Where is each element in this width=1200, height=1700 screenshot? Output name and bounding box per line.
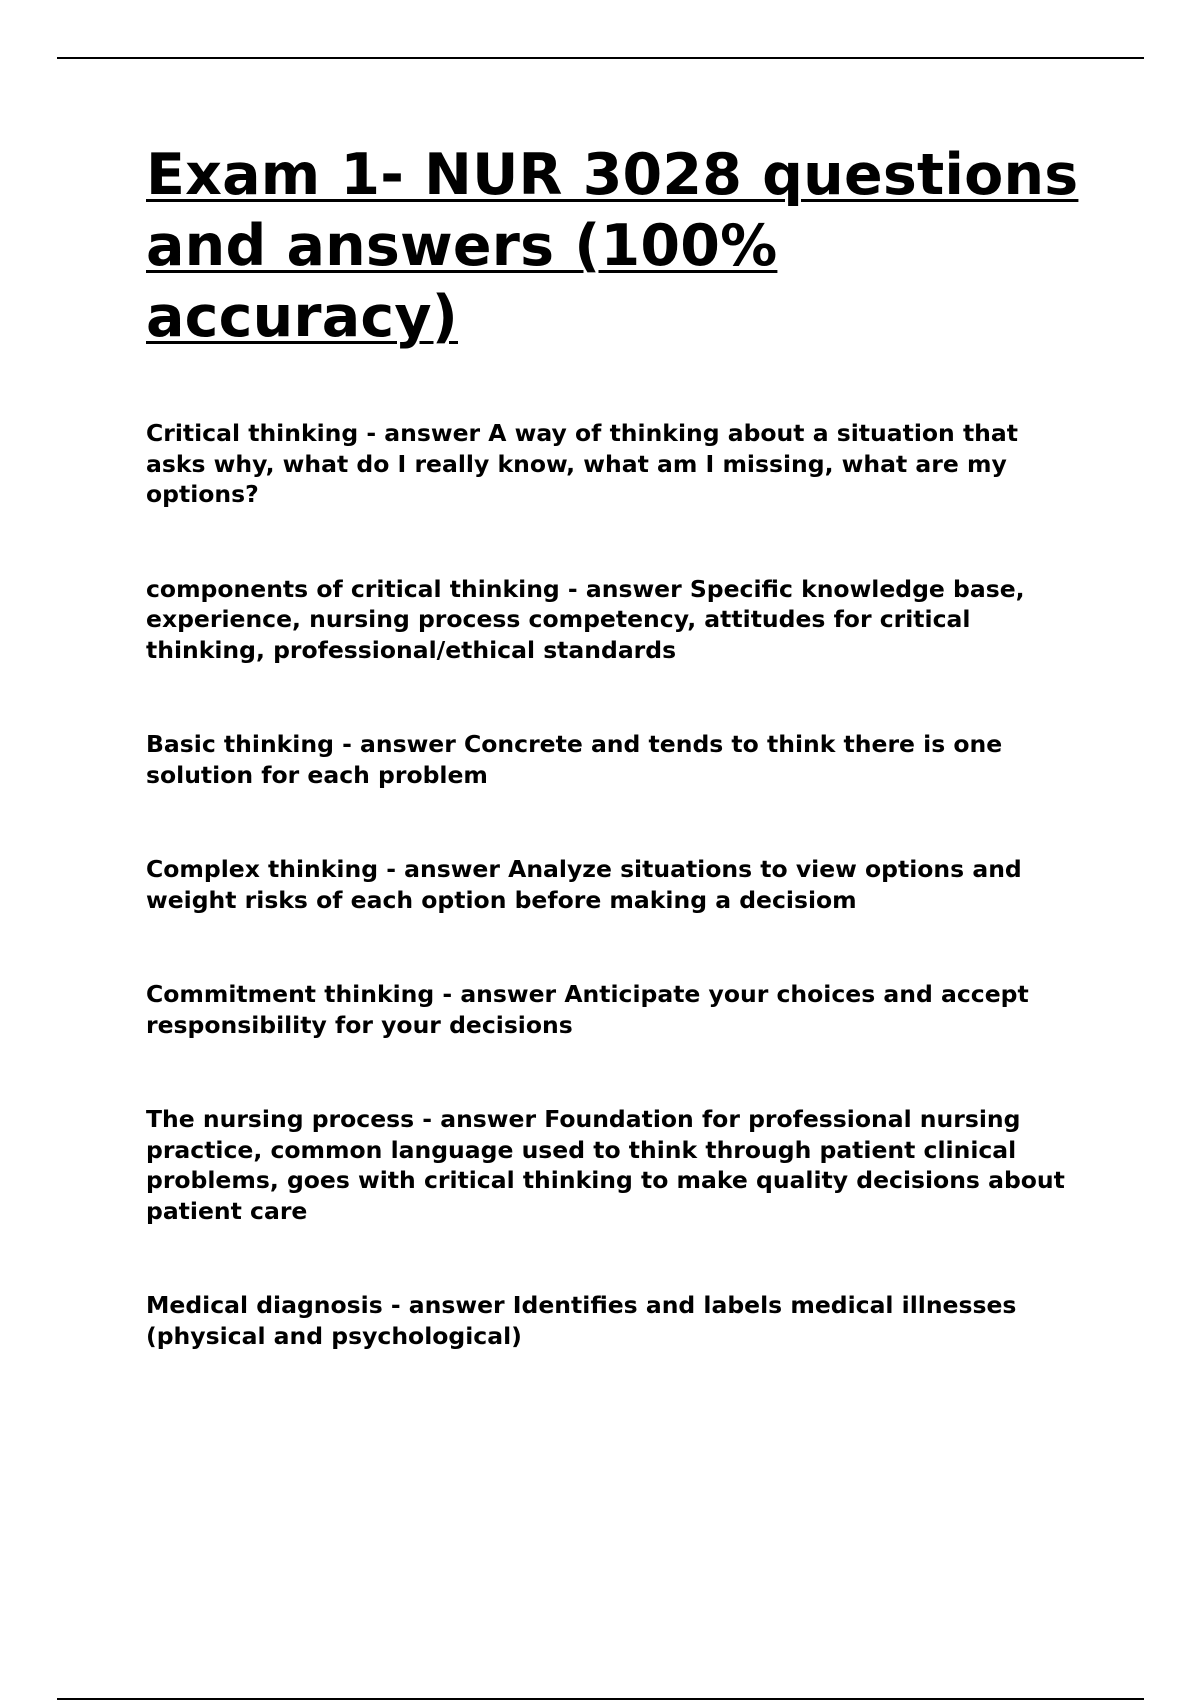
document-page	[146, 140, 1096, 1351]
qa-item-components-of-critical-thinking: components of critical thinking - answer Specific knowledge base, experience, nursing process competency, attitudes for critical thinking, professional/ethical standards	[146, 574, 1025, 664]
qa-item-commitment-thinking: Commitment thinking - answer Anticipate your choices and accept responsibility for your decisions	[146, 980, 1029, 1039]
qa-list	[146, 418, 1096, 1351]
document-title: Exam 1- NUR 3028 questions and answers (100% accuracy)	[146, 142, 1079, 350]
qa-item-complex-thinking: Complex thinking - answer Analyze situations to view options and weight risks of each option before making a decisiom	[146, 855, 1022, 914]
qa-item-basic-thinking: Basic thinking - answer Concrete and tends to think there is one solution for each problem	[146, 730, 1003, 789]
qa-item-nursing-process: The nursing process - answer Foundation for professional nursing practice, common language used to think through patient clinical problems, goes with critical thinking to make quality decisions about patient care	[146, 1105, 1065, 1225]
qa-item-medical-diagnosis: Medical diagnosis - answer Identifies and labels medical illnesses (physical and psychological)	[146, 1291, 1017, 1350]
qa-item-critical-thinking: Critical thinking - answer A way of thinking about a situation that asks why, what do I really know, what am I missing, what are my options?	[146, 419, 1019, 508]
page-top-rule	[57, 57, 1144, 59]
